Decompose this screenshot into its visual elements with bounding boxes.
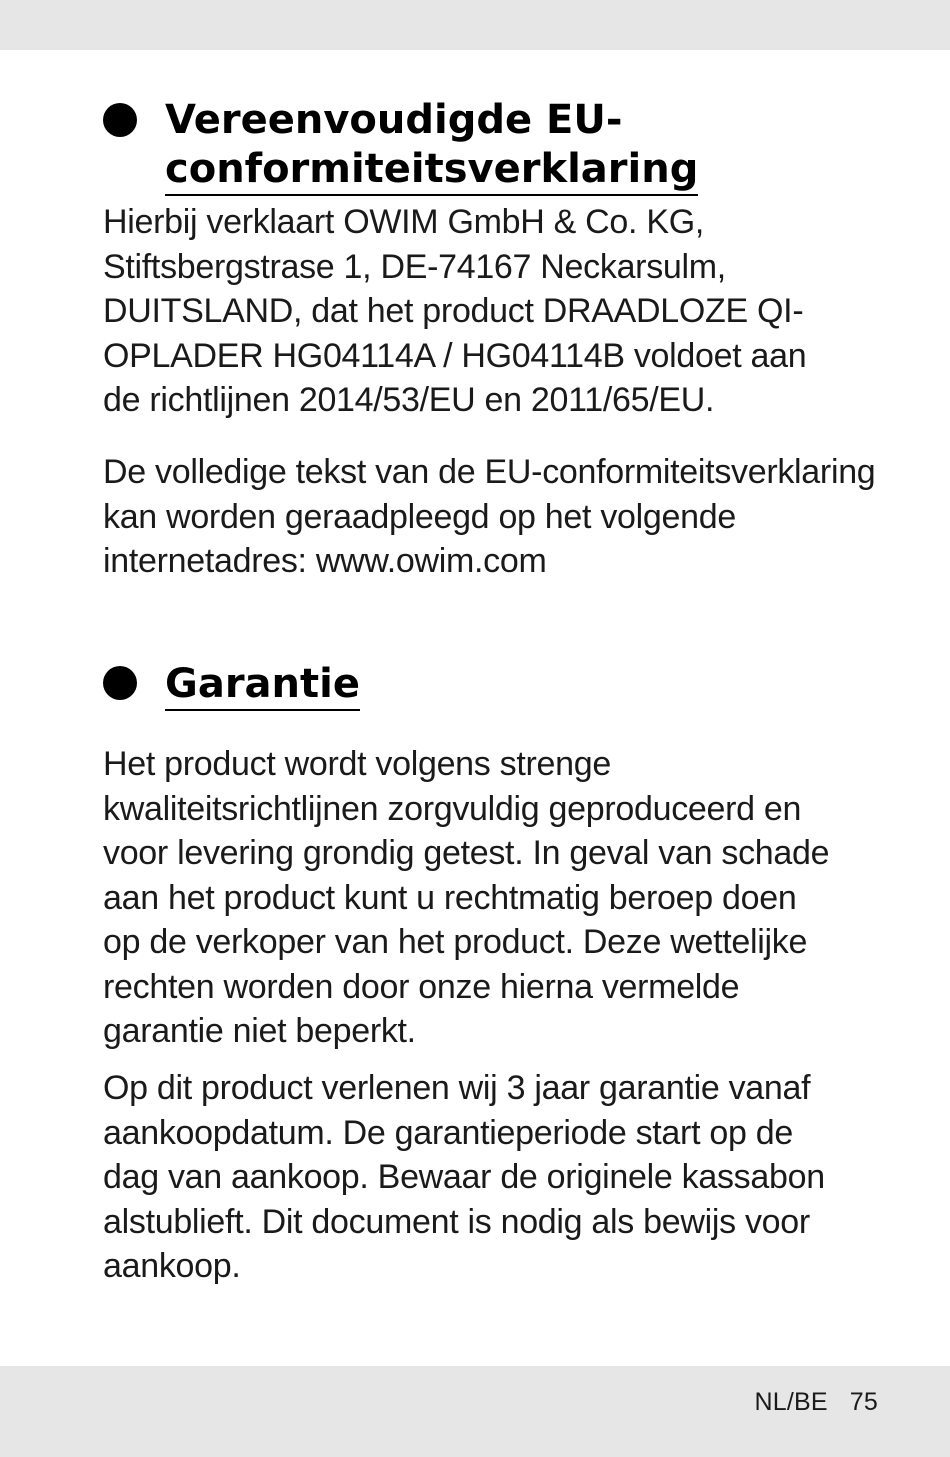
paragraph-warranty-period: Op dit product verlenen wij 3 jaar garantie vanaf aankoopdatum. De garantieperiode start op de dag van aankoop. Bewaar de originele kassabon alstublieft. Dit document is nodig als bewijs voor aankoop. <box>103 1069 825 1285</box>
heading-warranty-text: Garantie <box>165 661 360 711</box>
document-page <box>0 50 950 1366</box>
page-number: 75 <box>849 1388 878 1416</box>
heading-conformity <box>165 96 698 196</box>
heading-conformity-line2: conformiteitsverklaring <box>165 146 698 196</box>
bullet-icon <box>103 666 137 700</box>
heading-conformity-line1: Vereenvoudigde EU- <box>165 97 623 143</box>
footer-text <box>755 1388 878 1417</box>
paragraph-conformity-declaration: Hierbij verklaart OWIM GmbH & Co. KG, Stiftsbergstrase 1, DE-74167 Neckarsulm, DUITSLAND, dat het product DRAADLOZE QI- OPLADER HG04114A / HG04114B voldoet aan de richtlijnen 2014/53/EU en 2011/65/EU. <box>103 203 807 419</box>
bullet-icon <box>103 103 137 137</box>
heading-warranty <box>165 660 360 711</box>
page-footer <box>0 1366 950 1457</box>
footer-language: NL/BE <box>754 1388 828 1416</box>
paragraph-conformity-full-text: De volledige tekst van de EU-conformiteitsverklaring kan worden geraadpleegd op het volgende internetadres: www.owim.com <box>103 453 876 580</box>
paragraph-warranty-quality: Het product wordt volgens strenge kwaliteitsrichtlijnen zorgvuldig geproduceerd en voor levering grondig getest. In geval van schade aan het product kunt u rechtmatig beroep doen op de verkoper van het product. Deze wettelijke rechten worden door onze hierna vermelde garantie niet beperkt. <box>103 745 830 1050</box>
